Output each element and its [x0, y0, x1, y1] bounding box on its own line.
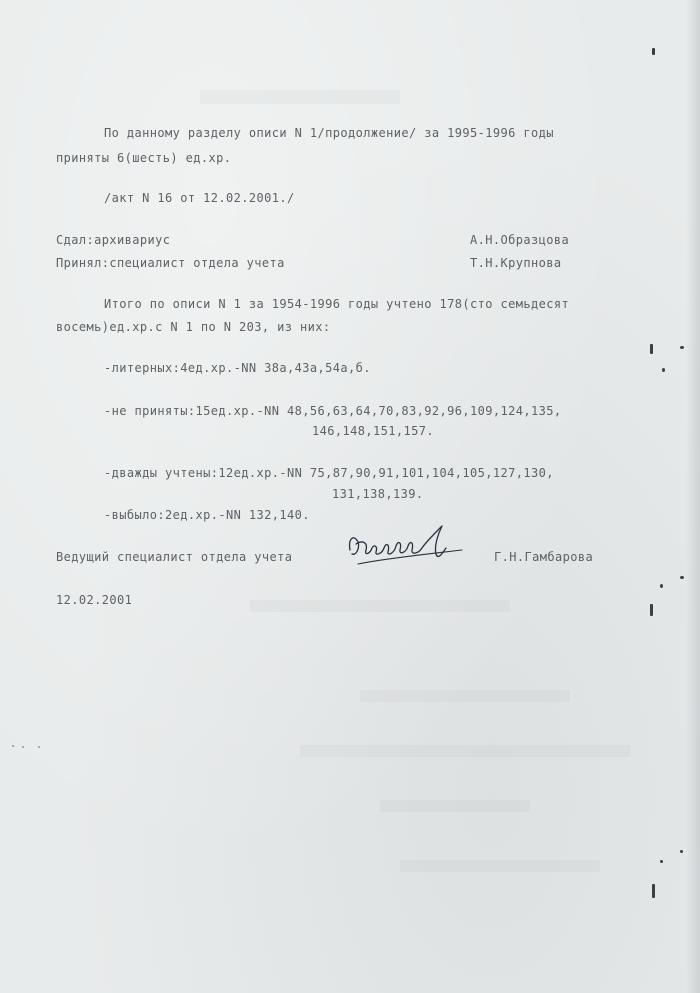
page-edge-shadow [686, 0, 700, 993]
show-through-mark [360, 690, 570, 702]
section-summary-line-1: По данному разделу описи N 1/продолжение/ за 1995-1996 годы [104, 126, 554, 140]
total-line-2: восемь)ед.хр.с N 1 по N 203, из них: [56, 320, 331, 334]
act-reference: /акт N 16 от 12.02.2001./ [104, 191, 295, 205]
edge-mark [38, 746, 40, 748]
edge-mark [650, 604, 653, 616]
edge-mark [660, 584, 663, 588]
document-date: 12.02.2001 [56, 593, 133, 607]
handed-by-label: Сдал:архивариус [56, 233, 171, 247]
show-through-mark [250, 600, 510, 612]
not-received-line-2: 146,148,151,157. [312, 424, 434, 438]
show-through-mark [380, 800, 530, 812]
show-through-mark [300, 745, 630, 757]
edge-mark [680, 346, 684, 349]
edge-mark [650, 344, 653, 354]
literal-items: -литерных:4ед.хр.-NN 38а,43а,54а,б. [104, 361, 371, 375]
edge-mark [680, 850, 683, 853]
double-counted-line-1: -дважды учтены:12ед.хр.-NN 75,87,90,91,101,104,105,127,130, [104, 466, 554, 480]
section-summary-line-2: приняты 6(шесть) ед.хр. [56, 151, 232, 165]
edge-mark [22, 746, 24, 748]
handed-by-name: А.Н.Образцова [470, 233, 570, 247]
received-by-label: Принял:специалист отдела учета [56, 256, 285, 270]
edge-mark [660, 860, 663, 863]
show-through-mark [400, 860, 600, 872]
edge-mark [652, 884, 655, 898]
edge-mark [680, 576, 684, 579]
dropped-items: -выбыло:2ед.хр.-NN 132,140. [104, 508, 310, 522]
lead-specialist-label: Ведущий специалист отдела учета [56, 550, 293, 564]
not-received-line-1: -не приняты:15ед.хр.-NN 48,56,63,64,70,83,92,96,109,124,135, [104, 404, 562, 418]
lead-specialist-name: Г.Н.Гамбарова [494, 550, 594, 564]
double-counted-line-2: 131,138,139. [332, 487, 424, 501]
total-line-1: Итого по описи N 1 за 1954-1996 годы учтено 178(сто семьдесят [104, 297, 570, 311]
received-by-name: Т.Н.Крупнова [470, 256, 562, 270]
handwritten-signature [338, 520, 468, 572]
edge-mark [652, 48, 655, 55]
edge-mark [662, 368, 665, 372]
show-through-mark [200, 90, 400, 104]
edge-mark [12, 745, 14, 747]
